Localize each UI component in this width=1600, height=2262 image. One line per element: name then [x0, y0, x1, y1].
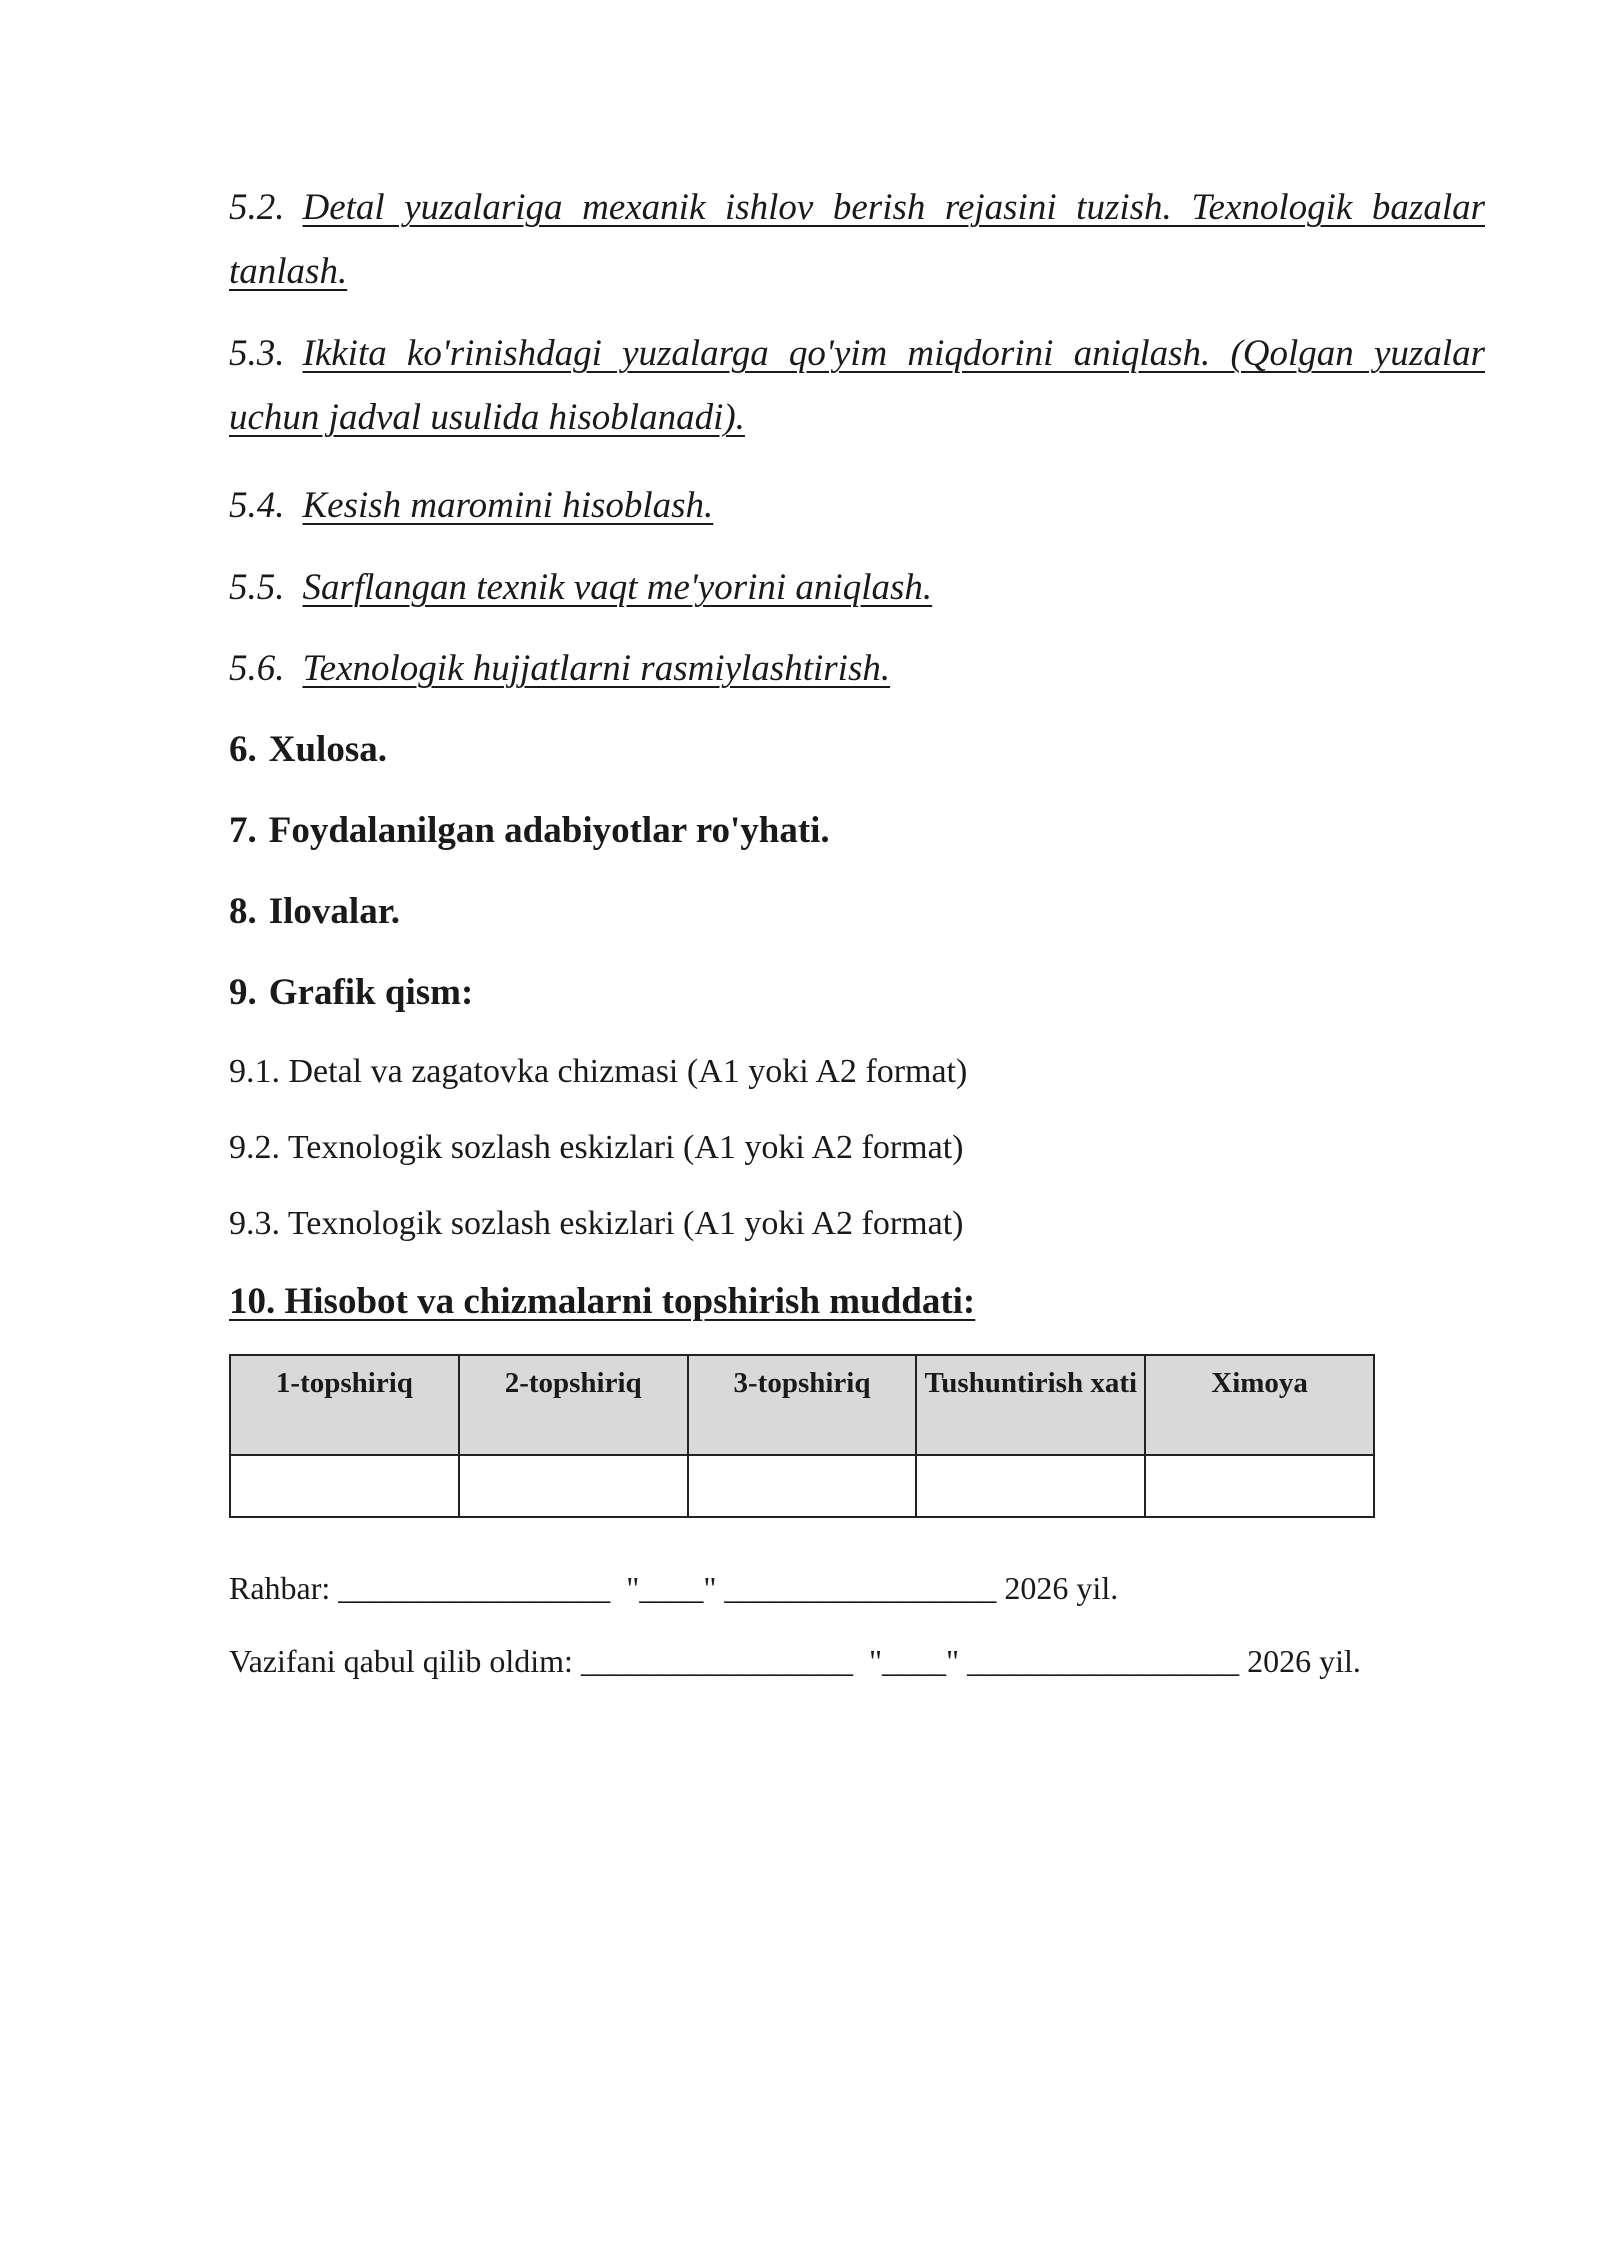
- table-header-cell: 1-topshiriq: [230, 1355, 459, 1455]
- heading-text: Foydalanilgan adabiyotlar ro'yhati.: [268, 810, 830, 851]
- item-5-4: [229, 474, 1485, 538]
- heading-number: 6.: [229, 729, 257, 770]
- heading-text: Xulosa.: [268, 729, 387, 770]
- item-number: 5.2.: [229, 187, 285, 228]
- deadline-table: [229, 1354, 1375, 1518]
- item-number: 5.4.: [229, 485, 285, 526]
- table-cell: [688, 1455, 917, 1517]
- signature-qabul: Vazifani qabul qilib oldim: _________________ "____" _________________ 2026 yil.: [229, 1643, 1361, 1679]
- item-9-2: 9.2. Texnologik sozlash eskizlari (A1 yoki A2 format): [229, 1129, 964, 1166]
- heading-6: [229, 728, 387, 772]
- table-header-cell: Ximoya: [1145, 1355, 1374, 1455]
- item-text: Kesish maromini hisoblash.: [302, 485, 714, 526]
- item-9-1: 9.1. Detal va zagatovka chizmasi (A1 yoki A2 format): [229, 1053, 968, 1090]
- heading-number: 8.: [229, 891, 257, 932]
- section-10-title: 10. Hisobot va chizmalarni topshirish muddati:: [229, 1281, 976, 1322]
- heading-8: [229, 890, 400, 934]
- table-row: [230, 1455, 1374, 1517]
- item-9-3: 9.3. Texnologik sozlash eskizlari (A1 yoki A2 format): [229, 1205, 964, 1242]
- heading-7: [229, 809, 830, 853]
- heading-text: Grafik qism:: [268, 972, 474, 1013]
- table-cell: [230, 1455, 459, 1517]
- table-header-cell: 3-topshiriq: [688, 1355, 917, 1455]
- signature-rahbar: Rahbar: _________________ "____" _________________ 2026 yil.: [229, 1570, 1119, 1606]
- table-cell: [1145, 1455, 1374, 1517]
- item-number: 5.6.: [229, 648, 285, 689]
- table-header-cell: Tushuntirish xati: [916, 1355, 1145, 1455]
- table-cell: [916, 1455, 1145, 1517]
- heading-9: [229, 971, 473, 1015]
- heading-number: 7.: [229, 810, 257, 851]
- item-5-6: [229, 637, 1485, 701]
- item-text: Texnologik hujjatlarni rasmiylashtirish.: [302, 648, 891, 689]
- heading-text: Ilovalar.: [268, 891, 400, 932]
- table-cell: [459, 1455, 688, 1517]
- item-number: 5.5.: [229, 567, 285, 608]
- item-5-5: [229, 556, 1485, 620]
- item-text: Ikkita ko'rinishdagi yuzalarga qo'yim miqdorini aniqlash. (Qolgan yuzalar uchun jadval usulida hisoblanadi).: [229, 333, 1485, 438]
- item-number: 5.3.: [229, 333, 285, 374]
- heading-number: 9.: [229, 972, 257, 1013]
- item-5-3: [229, 322, 1485, 450]
- item-text: Sarflangan texnik vaqt me'yorini aniqlash.: [302, 567, 933, 608]
- table-header-row: [230, 1355, 1374, 1455]
- item-text: Detal yuzalariga mexanik ishlov berish rejasini tuzish. Texnologik bazalar tanlash.: [229, 187, 1485, 292]
- table-header-cell: 2-topshiriq: [459, 1355, 688, 1455]
- item-5-2: [229, 176, 1485, 304]
